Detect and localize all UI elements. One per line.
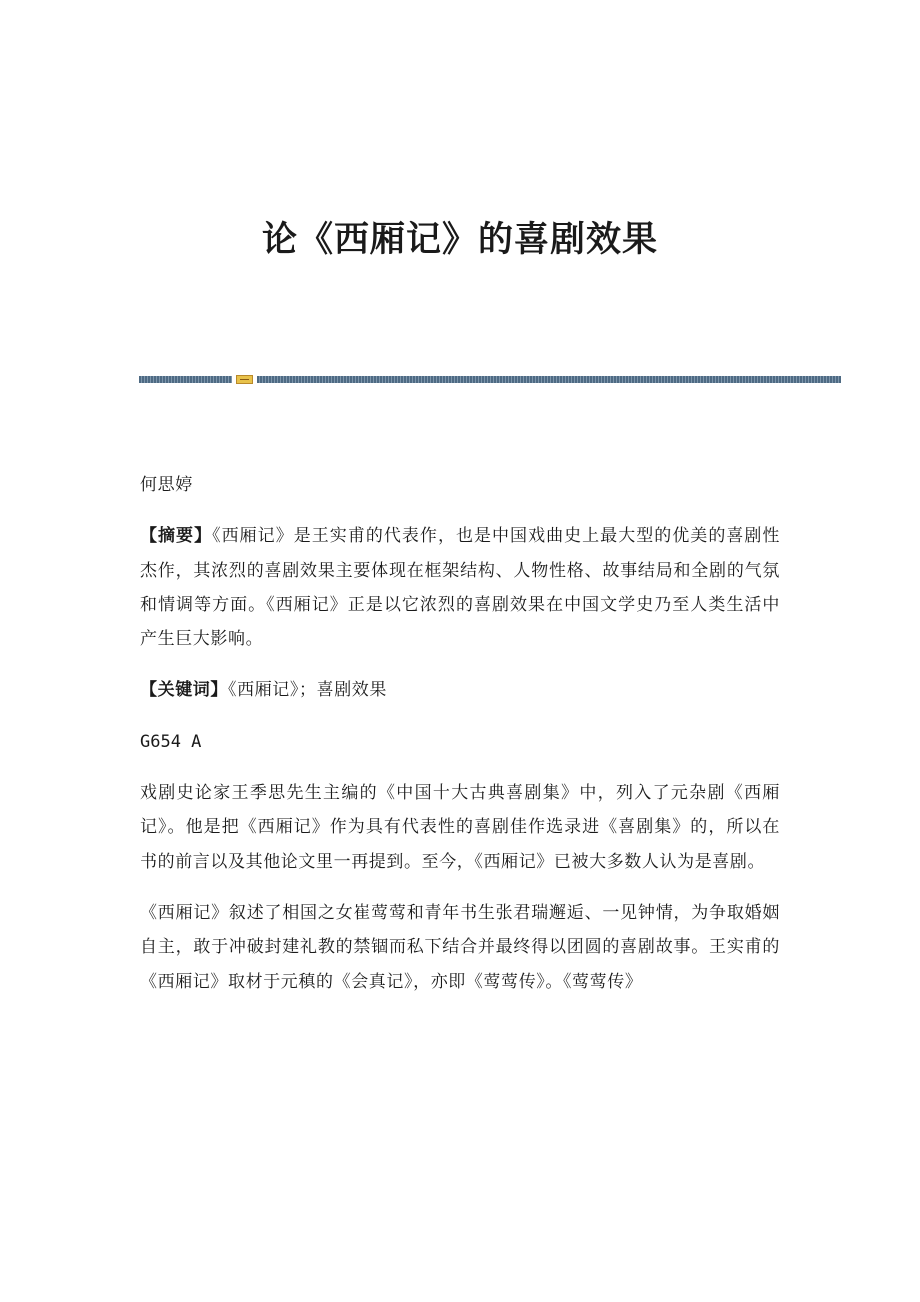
abstract-label: 【摘要】 — [140, 526, 213, 547]
author-name: 何思婷 — [140, 475, 193, 495]
document-title: 论《西厢记》的喜剧效果 — [261, 219, 658, 260]
abstract-paragraph — [140, 519, 780, 656]
keywords-paragraph — [140, 673, 780, 707]
classification-code: G654 A — [140, 731, 202, 752]
abstract-text: 《西厢记》是王实甫的代表作，也是中国戏曲史上最大型的优美的喜剧性杰作，其浓烈的喜剧效果主要体现在框架结构、人物性格、故事结局和全剧的气氛和情调等方面。《西厢记》正是以它浓烈的喜剧效果在中国文学史乃至人类生活中产生巨大影响。 — [140, 526, 780, 650]
body-paragraph: 《西厢记》叙述了相国之女崔莺莺和青年书生张君瑞邂逅、一见钟情，为争取婚姻自主，敢于冲破封建礼教的禁锢而私下结合并最终得以团圆的喜剧故事。王实甫的《西厢记》取材于元稹的《会真记》，亦即《莺莺传》。《莺莺传》 — [140, 902, 780, 992]
decorative-divider — [139, 375, 841, 384]
document-body — [140, 468, 780, 1016]
keywords-text: 《西厢记》；喜剧效果 — [228, 680, 387, 701]
divider-ornament-icon — [236, 375, 253, 384]
keywords-label: 【关键词】 — [140, 680, 228, 701]
body-paragraph: 戏剧史论家王季思先生主编的《中国十大古典喜剧集》中，列入了元杂剧《西厢记》。他是把《西厢记》作为具有代表性的喜剧佳作选录进《喜剧集》的，所以在书的前言以及其他论文里一再提到。至今，《西厢记》已被大多数人认为是喜剧。 — [140, 783, 780, 872]
divider-bar-left — [139, 376, 232, 383]
divider-bar-right — [257, 376, 841, 383]
